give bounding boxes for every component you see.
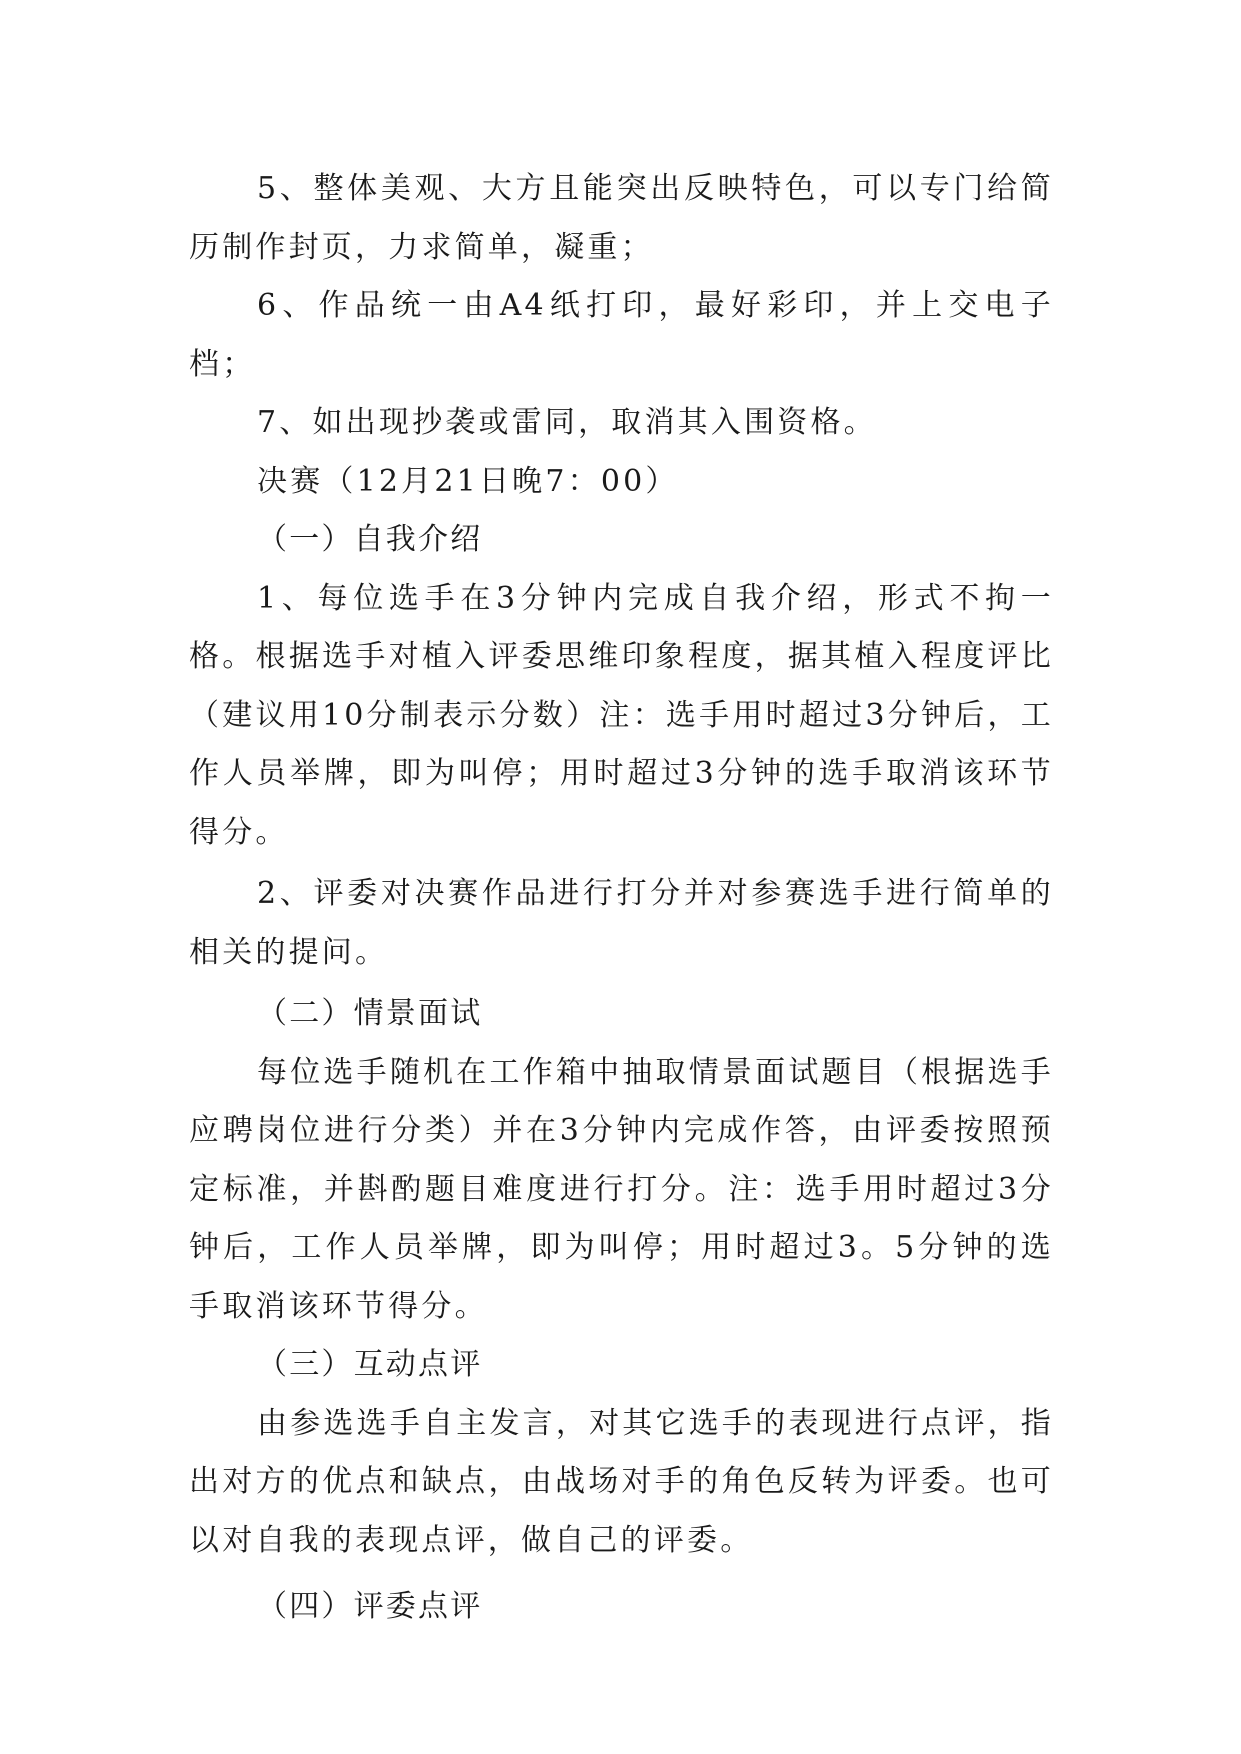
situational-interview-body: 每位选手随机在工作箱中抽取情景面试题目（根据选手应聘岗位进行分类）并在3分钟内完成作答，由评委按照预定标准，并斟酌题目难度进行打分。注：选手用时超过3分钟后，工作人员举牌，即为叫停；用时超过3。5分钟的选手取消该环节得分。 [189,1054,1054,1324]
rule-item-7: 7、如出现抄袭或雷同，取消其入围资格。 [257,405,877,440]
section-heading-self-introduction: （一）自我介绍 [257,522,483,557]
document-page [189,160,1054,1637]
section-heading-situational-interview: （二）情景面试 [257,996,483,1031]
final-round-heading: 决赛（12月21日晚7：00） [257,463,679,499]
self-introduction-item-1: 1、每位选手在3分钟内完成自我介绍，形式不拘一格。根据选手对植入评委思维印象程度，据其植入程度评比（建议用10分制表示分数）注：选手用时超过3分钟后，工作人员举牌，即为叫停；用时超过3分钟的选手取消该环节得分。 [189,580,1054,850]
interactive-review-body: 由参选选手自主发言，对其它选手的表现进行点评，指出对方的优点和缺点，由战场对手的角色反转为评委。也可以对自我的表现点评，做自己的评委。 [189,1405,1054,1558]
self-introduction-item-2: 2、评委对决赛作品进行打分并对参赛选手进行简单的相关的提问。 [189,876,1054,970]
section-heading-judge-review: （四）评委点评 [257,1589,483,1624]
rule-item-6: 6、作品统一由A4纸打印，最好彩印，并上交电子档； [189,288,1054,382]
section-heading-interactive-review: （三）互动点评 [257,1347,483,1382]
rule-item-5: 5、整体美观、大方且能突出反映特色，可以专门给简历制作封页，力求简单，凝重； [189,171,1054,265]
